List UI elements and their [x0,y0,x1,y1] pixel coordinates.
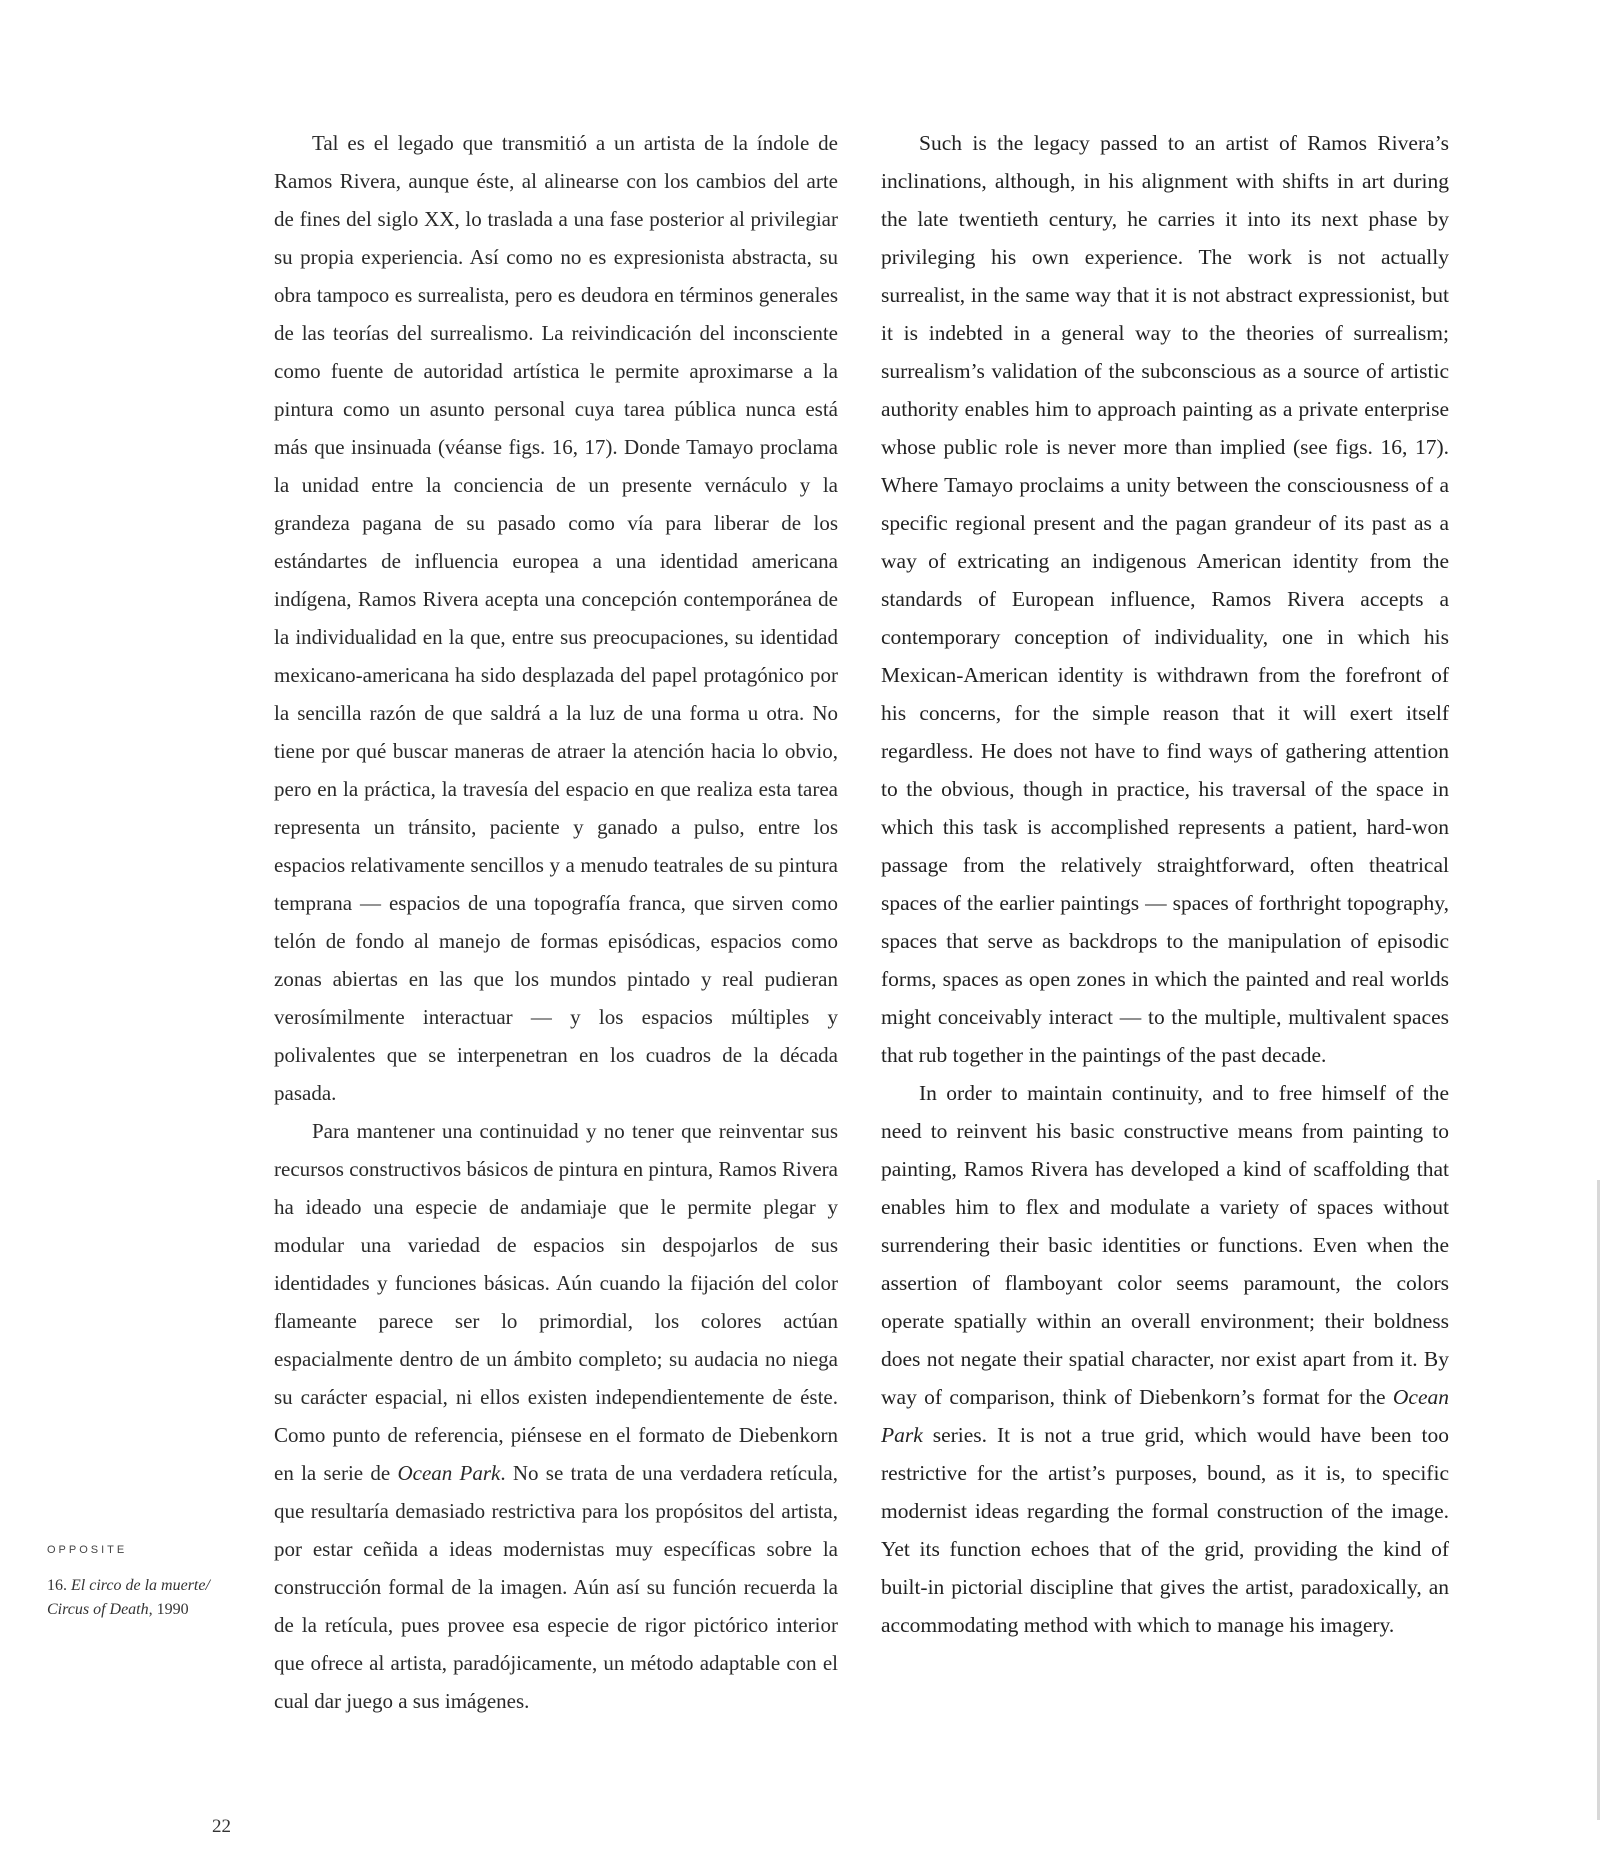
english-paragraph-2-end: series. It is not a true grid, which would have been too restrictive for the artist’s purposes, bound, as it is, to specific modernist ideas regarding the formal construction of the image. Yet its function echoes that of the grid, providing the kind of built-in pictorial discipline that gives the artist, paradoxically, an accommodating method with which to manage his imagery. [881,1423,1449,1637]
caption-title-spanish: El circo de la muerte/ [71,1577,210,1594]
figure-caption [47,1538,247,1622]
caption-year: 1990 [156,1601,189,1618]
spanish-text-column [274,124,838,1720]
caption-figure-number: 16. [47,1577,67,1594]
english-paragraph-2-start: In order to maintain continuity, and to free himself of the need to reinvent his basic constructive means from painting to painting, Ramos Rivera has developed a kind of scaffolding that enables him to flex and modulate a variety of spaces without surrendering their basic identities or functions. Even when the assertion of flamboyant color seems paramount, the colors operate spatially within an overall environment; their boldness does not negate their spatial character, nor exist apart from it. By way of comparison, think of Diebenkorn’s format for the [881,1081,1449,1409]
caption-text [47,1574,247,1622]
spanish-paragraph-2-start: Para mantener una continuidad y no tener que reinventar sus recursos constructivos básicos de pintura en pintura, Ramos Rivera ha ideado una especie de andamiaje que le permite plegar y modular una variedad de espacios sin despojarlos de sus identidades y funciones básicas. Aún cuando la fijación del color flameante parece ser lo primordial, los colores actúan espacialmente dentro de un ámbito completo; su audacia no niega su carácter espacial, ni ellos existen independientemente de éste. Como punto de referencia, piénsese en el formato de Diebenkorn en la serie de [274,1119,838,1485]
english-series-title: Ocean Park [881,1385,1449,1447]
caption-label: OPPOSITE [47,1544,128,1556]
english-paragraph-1: Such is the legacy passed to an artist of Ramos Rivera’s inclinations, although, in his alignment with shifts in art during the late twentieth century, he carries it into its next phase by privileging his own experience. The work is not actually surrealist, in the same way that it is not abstract expressionist, but it is indebted in a general way to the theories of surrealism; surrealism’s validation of the subconscious as a source of artistic authority enables him to approach painting as a private enterprise whose public role is never more than implied (see figs. 16, 17). Where Tamayo proclaims a unity between the consciousness of a specific regional present and the pagan grandeur of its past as a way of extricating an indigenous American identity from the standards of European influence, Ramos Rivera accepts a contemporary conception of individuality, one in which his Mexican-American identity is withdrawn from the forefront of his concerns, for the simple reason that it will exert itself regardless. He does not have to find ways of gathering attention to the obvious, though in practice, his traversal of the space in which this task is accomplished represents a patient, hard-won passage from the relatively straightforward, often theatrical spaces of the earlier paintings — spaces of forthright topography, spaces that serve as backdrops to the manipulation of episodic forms, spaces as open zones in which the painted and real worlds might conceivably interact — to the multiple, multivalent spaces that rub together in the paintings of the past decade. [881,131,1449,1067]
spanish-paragraph-1: Tal es el legado que transmitió a un artista de la índole de Ramos Rivera, aunque éste, al alinearse con los cambios del arte de fines del siglo XX, lo traslada a una fase posterior al privilegiar su propia experiencia. Así como no es expresionista abstracta, su obra tampoco es surrealista, pero es deudora en términos generales de las teorías del surrealismo. La reivindicación del inconsciente como fuente de autoridad artística le permite aproximarse a la pintura como un asunto personal cuya tarea pública nunca está más que insinuada (véanse figs. 16, 17). Donde Tamayo proclama la unidad entre la conciencia de un presente vernáculo y la grandeza pagana de su pasado como vía para liberar de los estándartes de influencia europea a una identidad americana indígena, Ramos Rivera acepta una concepción contemporánea de la individualidad en la que, entre sus preocupaciones, su identidad mexicano-americana ha sido desplazada del papel protagónico por la sencilla razón de que saldrá a la luz de una forma u otra. No tiene por qué buscar maneras de atraer la atención hacia lo obvio, pero en la práctica, la travesía del espacio en que realiza esta tarea representa un tránsito, paciente y ganado a pulso, entre los espacios relativamente sencillos y a menudo teatrales de su pintura temprana — espacios de una topografía franca, que sirven como telón de fondo al manejo de formas episódicas, espacios como zonas abiertas en las que los mundos pintado y real pudieran verosímilmente interactuar — y los espacios múltiples y polivalentes que se interpenetran en los cuadros de la década pasada. [274,131,838,1105]
spanish-paragraph-2 [274,1112,838,1720]
english-paragraph-2 [881,1074,1449,1644]
caption-title-english: Circus of Death, [47,1601,153,1618]
english-text-column [881,124,1449,1644]
page-number: 22 [212,1816,231,1837]
spanish-paragraph-2-end: . No se trata de una verdadera retícula, que resultaría demasiado restrictiva para los propósitos del artista, por estar ceñida a ideas modernistas muy específicas sobre la construcción formal de la imagen. Aún así su función recuerda la de la retícula, pues provee esa especie de rigor pictórico interior que ofrece al artista, paradójicamente, un método adaptable con el cual dar juego a sus imágenes. [274,1461,838,1713]
spanish-series-title: Ocean Park [397,1461,501,1485]
